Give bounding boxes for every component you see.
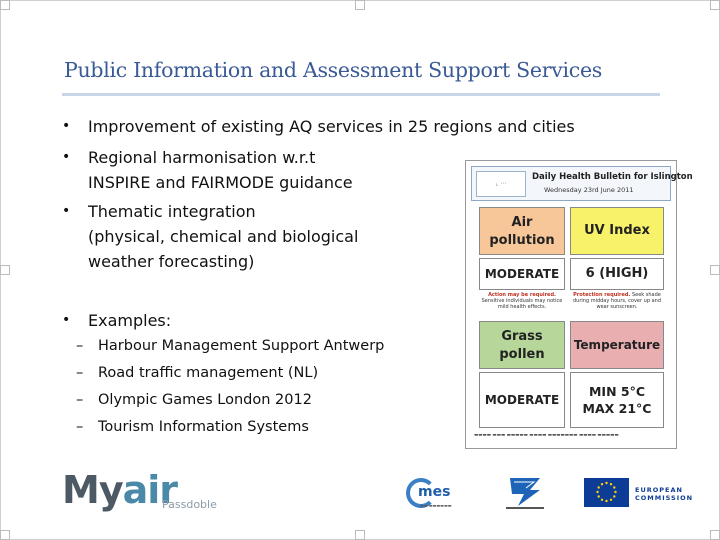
- resize-handle-bottom-right[interactable]: [710, 530, 720, 540]
- example-item: [76, 365, 318, 381]
- dash-icon: –: [76, 365, 84, 381]
- dash-icon: –: [76, 392, 84, 408]
- air-pollution-level: MODERATE: [479, 258, 565, 290]
- air-pollution-label: Air pollution: [479, 207, 565, 255]
- resize-handle-top-right[interactable]: [710, 0, 720, 10]
- bulletin-title: Daily Health Bulletin for Islington: [532, 172, 693, 182]
- uv-index-level: 6 (HIGH): [570, 258, 664, 290]
- example-text: Olympic Games London 2012: [98, 392, 312, 408]
- resize-handle-top[interactable]: [355, 0, 365, 10]
- bullet-icon: •: [62, 149, 71, 165]
- bulletin-footer: ▬▬▬▬ ▬▬▬ ▬▬▬▬▬ ▬▬▬▬ ▬▬▬▬▬▬▬ ▬▬▬▬ ▬▬▬▬▬: [474, 433, 619, 438]
- resize-handle-right[interactable]: [710, 265, 720, 275]
- bullet-text: Improvement of existing AQ services in 25 regions and cities: [88, 117, 575, 136]
- resize-handle-left[interactable]: [0, 265, 10, 275]
- myair-tagline: Passdoble: [162, 498, 217, 511]
- temperature-max: MAX 21°C: [582, 401, 652, 416]
- example-item: [76, 419, 309, 435]
- dash-icon: –: [76, 419, 84, 435]
- air-pollution-note: Action may be required. Sensitive individuals may notice mild health effects.: [481, 292, 563, 310]
- slide-title: Public Information and Assessment Support Services: [64, 58, 603, 82]
- temperature-min: MIN 5°C: [588, 384, 646, 399]
- example-text: Tourism Information Systems: [98, 419, 309, 435]
- uv-index-label: UV Index: [570, 207, 664, 255]
- resize-handle-top-left[interactable]: [0, 0, 10, 10]
- resize-handle-bottom-left[interactable]: [0, 530, 10, 540]
- bullet-text: weather forecasting): [88, 252, 255, 271]
- resize-handle-bottom[interactable]: [355, 530, 365, 540]
- eu-flag-logo: [584, 478, 629, 507]
- temperature-values: [570, 372, 664, 428]
- grass-pollen-label: Grass pollen: [479, 321, 565, 369]
- bullet-icon: •: [62, 118, 71, 134]
- bullet-text: Examples:: [88, 311, 172, 330]
- health-bulletin-image: [465, 160, 693, 449]
- dash-icon: –: [76, 338, 84, 354]
- bulletin-logo: ⌞ ⋯: [476, 171, 526, 197]
- example-item: [76, 338, 384, 354]
- example-item: [76, 392, 312, 408]
- uv-index-note: Protection required. Seek shade during midday hours, cover up and wear sunscreen.: [572, 292, 661, 310]
- example-text: Harbour Management Support Antwerp: [98, 338, 385, 354]
- bullet-icon: •: [62, 312, 71, 328]
- bullet-text: INSPIRE and FAIRMODE guidance: [88, 173, 353, 192]
- bullet-text: (physical, chemical and biological: [88, 227, 359, 246]
- eu-commission-text: EUROPEAN COMMISSION: [635, 486, 694, 502]
- bullet-text: Thematic integration: [88, 202, 256, 221]
- bullet-text: Regional harmonisation w.r.t: [88, 148, 316, 167]
- bulletin-date: Wednesday 23rd June 2011: [544, 186, 634, 194]
- bulletin-header: [471, 166, 693, 201]
- temperature-label: Temperature: [570, 321, 664, 369]
- grass-pollen-level: MODERATE: [479, 372, 565, 428]
- fp7-logo: [500, 476, 550, 512]
- gmes-logo: mes ▬▬ ▬▬▬▬▬▬: [406, 478, 476, 512]
- title-underline: [62, 93, 660, 96]
- example-text: Road traffic management (NL): [98, 365, 319, 381]
- bullet-icon: •: [62, 203, 71, 219]
